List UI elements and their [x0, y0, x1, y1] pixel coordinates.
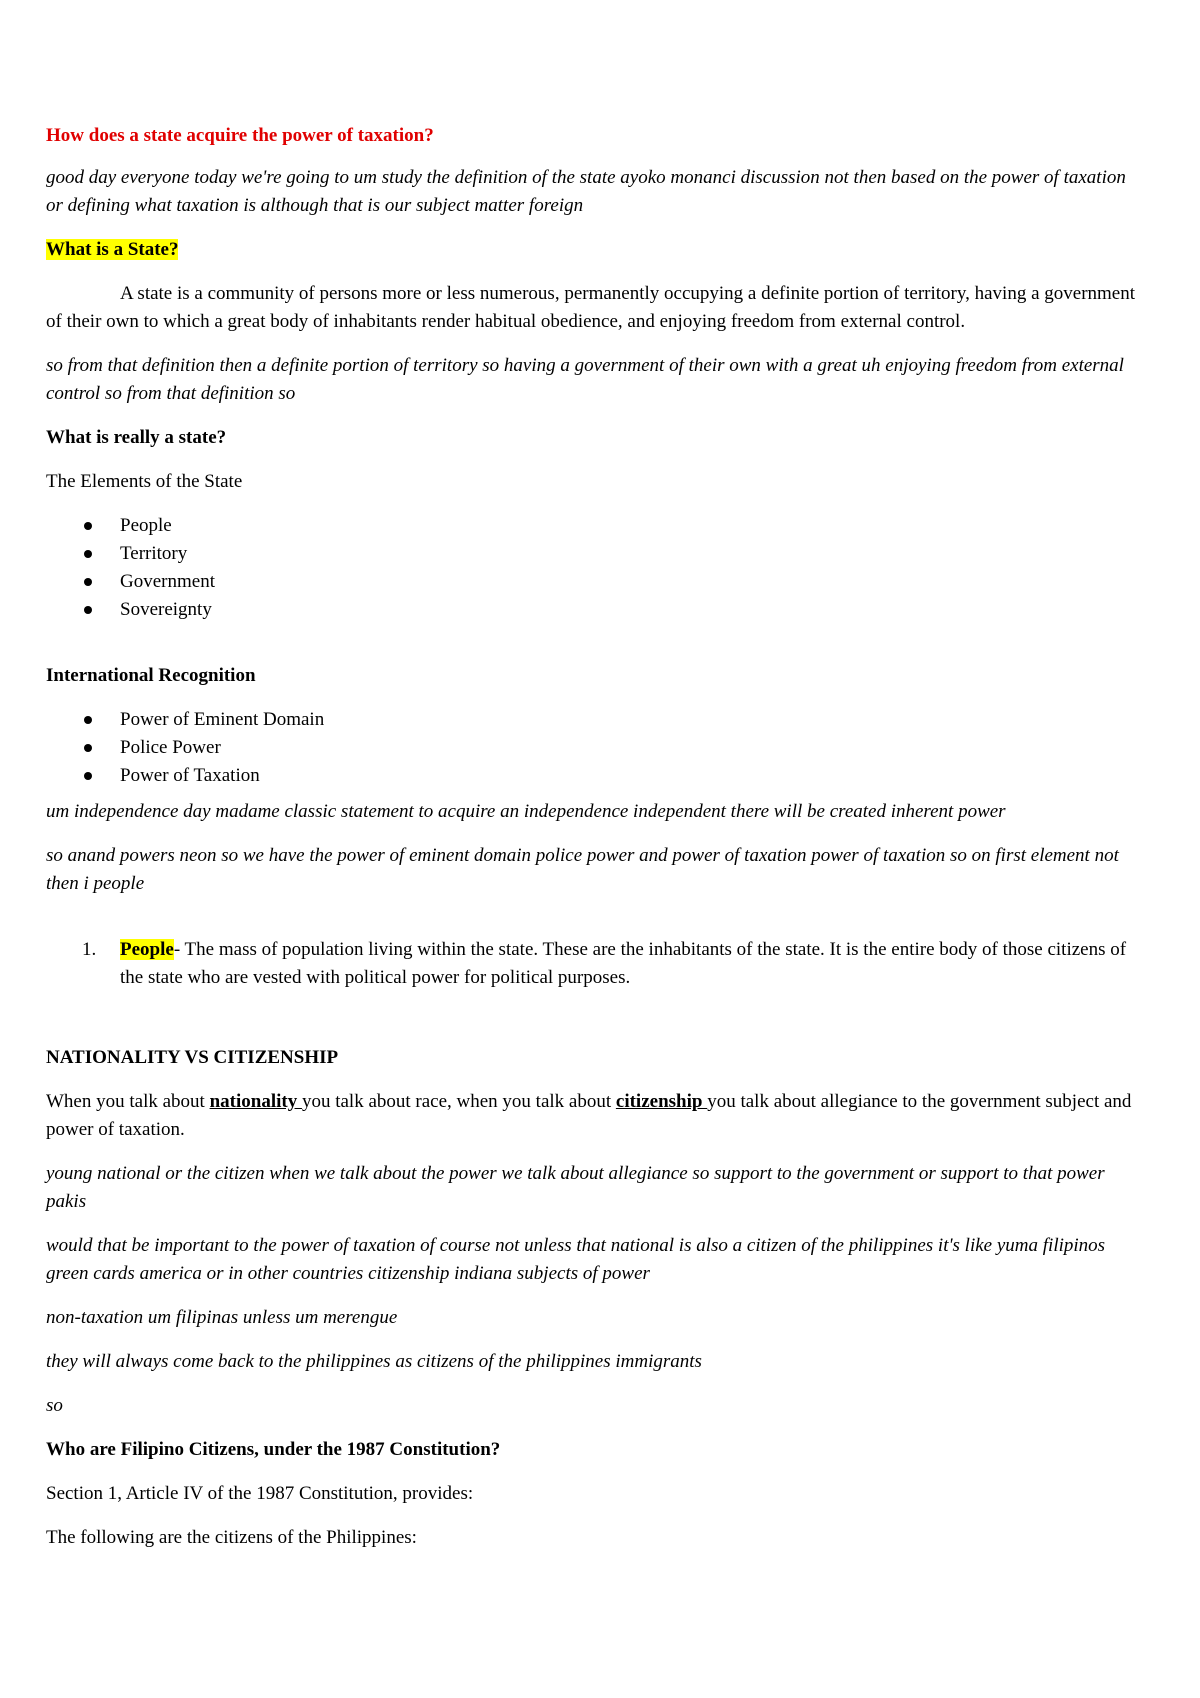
nationality-paragraph — [46, 1088, 1136, 1144]
list-item — [82, 936, 1136, 992]
list-item: Power of Eminent Domain — [120, 706, 1136, 734]
nationality-transcript: they will always come back to the philippines as citizens of the philippines immigrants — [46, 1351, 702, 1372]
list-item: Government — [120, 568, 1136, 596]
international-transcript-1: um independence day madame classic statement to acquire an independence independent there will be created inherent power — [46, 801, 1006, 822]
document-heading: How does a state acquire the power of taxation? — [46, 125, 434, 146]
elements-list — [46, 512, 1136, 624]
what-is-state-heading-text: What is a State? — [46, 239, 179, 260]
state-definition-transcript: so from that definition then a definite portion of territory so having a government of their own with a great uh enjoying freedom from external control so from that definition so — [46, 355, 1124, 404]
people-definition: - The mass of population living within the state. These are the inhabitants of the state. It is the entire body of those citizens of the state who are vested with political power for political purposes. — [120, 939, 1127, 988]
nationality-transcript: would that be important to the power of taxation of course not unless that national is also a citizen of the philippines it's like yuma filipinos green cards america or in other countries citizenship indiana subjects of power — [46, 1235, 1106, 1284]
intro-transcript: good day everyone today we're going to um study the definition of the state ayoko monanci discussion not then based on the power of taxation or defining what taxation is although that is our subject matter foreign — [46, 167, 1126, 216]
powers-list — [46, 706, 1136, 790]
text-span: you talk about race, when you talk about — [301, 1091, 616, 1112]
list-item: People — [120, 512, 1136, 540]
nationality-term: nationality — [209, 1091, 302, 1112]
international-heading: International Recognition — [46, 665, 256, 686]
list-item: Power of Taxation — [120, 762, 1136, 790]
citizens-heading: Who are Filipino Citizens, under the 1987 Constitution? — [46, 1439, 501, 1460]
really-state-heading: What is really a state? — [46, 427, 227, 448]
people-term: People — [120, 939, 174, 960]
list-item: Police Power — [120, 734, 1136, 762]
text-span: you talk about allegiance to the government subject and power of taxation. — [46, 1091, 1132, 1140]
list-number: 1. — [82, 939, 97, 960]
spacer — [46, 640, 1136, 662]
text-span: When you talk about — [46, 1091, 210, 1112]
international-transcript-2: so anand powers neon so we have the power of eminent domain police power and power of taxation power of taxation so on first element not then i people — [46, 845, 1119, 894]
citizenship-term: citizenship — [615, 1091, 708, 1112]
spacer — [46, 1008, 1136, 1044]
nationality-heading: NATIONALITY VS CITIZENSHIP — [46, 1047, 339, 1068]
state-definition: A state is a community of persons more or less numerous, permanently occupying a definite portion of territory, having a government of their own to which a great body of inhabitants render habitual obedience, and enjoying freedom from external control. — [46, 283, 1136, 332]
nationality-transcript: non-taxation um filipinas unless um merengue — [46, 1307, 398, 1328]
elements-label: The Elements of the State — [46, 471, 243, 492]
citizens-following: The following are the citizens of the Philippines: — [46, 1527, 417, 1548]
list-item: Sovereignty — [120, 596, 1136, 624]
document-page — [46, 122, 1136, 1568]
what-is-state-heading — [46, 236, 1136, 264]
list-item: Territory — [120, 540, 1136, 568]
nationality-transcript: so — [46, 1395, 63, 1416]
nationality-transcript: young national or the citizen when we talk about the power we talk about allegiance so support to the government or support to that power pakis — [46, 1163, 1105, 1212]
elements-numbered-list — [46, 936, 1136, 992]
constitution-section: Section 1, Article IV of the 1987 Constitution, provides: — [46, 1483, 474, 1504]
spacer — [46, 914, 1136, 936]
